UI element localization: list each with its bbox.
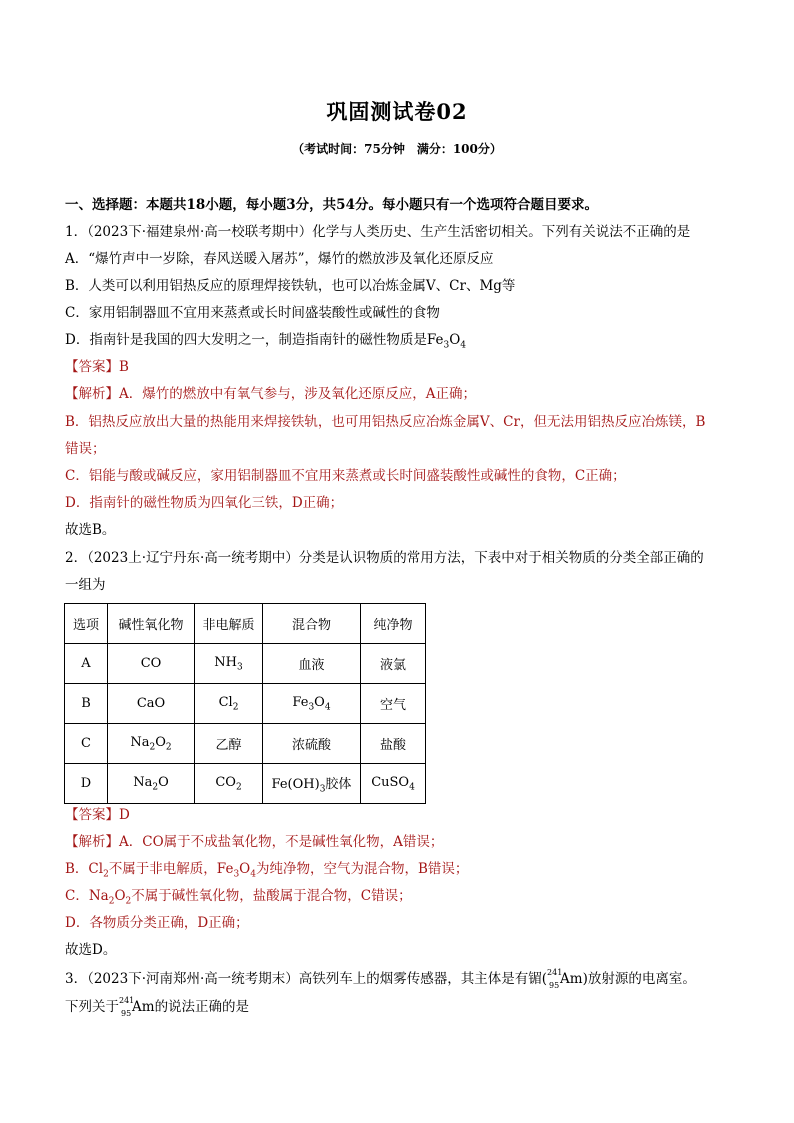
analysis-text: A．爆竹的燃放中有氧气参与，涉及氧化还原反应，A正确； [119, 386, 476, 402]
table-cell: 血液 [263, 644, 361, 684]
formula-part: Na [133, 774, 153, 790]
table-cell [108, 724, 195, 764]
table-cell: B [65, 684, 108, 724]
analysis-text: C．Na [65, 888, 109, 904]
analysis-text: 不属于非电解质，Fe [108, 861, 234, 877]
q2-analysis-b [65, 860, 468, 884]
table-header: 选项 [65, 604, 108, 644]
formula-sub: 2 [108, 896, 115, 907]
formula-sub: 3 [443, 340, 450, 351]
table-cell: 液氯 [361, 644, 426, 684]
table-header: 纯净物 [361, 604, 426, 644]
table-row [65, 684, 426, 724]
table-cell: D [65, 764, 108, 804]
q1-option-d [65, 331, 466, 355]
table-header: 碱性氧化物 [108, 604, 195, 644]
formula-part: O [158, 774, 169, 790]
formula-part: O [155, 734, 166, 750]
formula-sub: 2 [125, 896, 132, 907]
formula-part: Cl [218, 694, 233, 710]
q3-stem-text: 3．（2023下·河南郑州·高一统考期末）高铁列车上的烟雾传感器，其主体是有镅( [65, 971, 548, 987]
q3-stem-text: )放射源的电离室。 [582, 971, 696, 987]
analysis-text: B．Cl [65, 861, 104, 877]
isotope-notation [119, 995, 155, 1018]
q1-analysis-c: C．铝能与酸或碱反应，家用铝制器皿不宜用来蒸煮或长时间盛装酸性或碱性的食物，C正确； [65, 468, 626, 484]
formula-part: Fe(OH) [271, 776, 320, 792]
formula-sub: 4 [324, 702, 331, 713]
q1-analysis-b1: B．铝热反应放出大量的热能用来焊接铁轨，也可用铝热反应冶炼金属V、Cr，但无法用铝热反应冶炼镁，B [65, 414, 706, 430]
formula-sub: 4 [460, 340, 466, 351]
table-cell: 乙醇 [195, 724, 263, 764]
formula-part: 胶体 [325, 776, 352, 792]
q1-option-a: A．“爆竹声中一岁除，春风送暖入屠苏”，爆竹的燃放涉及氧化还原反应 [65, 251, 494, 267]
analysis-text: O [239, 861, 251, 877]
mass-number: 241 [119, 995, 135, 1005]
analysis-text: A．CO属于不成盐氧化物，不是碱性氧化物，A错误； [119, 834, 444, 850]
table-cell: 浓硫酸 [263, 724, 361, 764]
q3-stem-1 [65, 967, 696, 990]
analysis-text: 不属于碱性氧化物，盐酸属于混合物，C错误； [131, 888, 412, 904]
formula-sub: 2 [232, 702, 239, 713]
table-cell [263, 764, 361, 804]
q1-analysis-d: D．指南针的磁性物质为四氧化三铁，D正确； [65, 495, 344, 511]
q2-stem-1: 2．（2023上·辽宁丹东·高一统考期中）分类是认识物质的常用方法，下表中对于相关物质的分类全部正确的 [65, 550, 704, 566]
formula-sub: 4 [250, 869, 256, 880]
table-row [65, 644, 426, 684]
table-cell [195, 764, 263, 804]
table-cell [263, 684, 361, 724]
formula-sub: 3 [319, 784, 326, 795]
answer-label: 【答案】 [65, 807, 119, 823]
table-header: 混合物 [263, 604, 361, 644]
table-cell [195, 684, 263, 724]
q1-stem: 1．（2023下·福建泉州·高一校联考期中）化学与人类历史、生产生活密切相关。下列有关说法不正确的是 [65, 224, 691, 240]
mass-number: 241 [547, 967, 563, 977]
formula-part: CO [215, 774, 236, 790]
formula-sub: 2 [165, 742, 172, 753]
q3-stem-2 [65, 995, 250, 1018]
formula-part: NH [214, 654, 237, 670]
table-header-row [65, 604, 426, 644]
q1-option-b: B．人类可以利用铝热反应的原理焊接铁轨，也可以冶炼金属V、Cr、Mg等 [65, 278, 516, 294]
q3-stem-text: 的说法正确的是 [154, 999, 250, 1015]
q3-stem-text: 下列关于 [65, 999, 119, 1015]
q2-analysis-a [65, 833, 443, 851]
q1-option-d-text: D．指南针是我国的四大发明之一，制造指南针的磁性物质是Fe [65, 332, 444, 348]
table-cell: C [65, 724, 108, 764]
formula-part: Fe [292, 694, 309, 710]
table-cell [361, 764, 426, 804]
table-header: 非电解质 [195, 604, 263, 644]
q1-option-c: C．家用铝制器皿不宜用来蒸煮或长时间盛装酸性或碱性的食物 [65, 305, 440, 321]
formula-sub: 2 [103, 869, 109, 880]
table-cell [108, 764, 195, 804]
table-cell: CO [108, 644, 195, 684]
q2-conclusion: 故选D。 [65, 942, 117, 958]
formula-sub: 3 [308, 702, 315, 713]
analysis-text: 为纯净物，空气为混合物，B错误； [255, 861, 469, 877]
q2-answer [65, 806, 130, 824]
q2-stem-2: 一组为 [65, 577, 106, 593]
table-cell: CaO [108, 684, 195, 724]
q1-answer [65, 358, 129, 376]
formula-sub: 2 [149, 742, 156, 753]
element-symbol: Am [132, 999, 155, 1015]
q2-analysis-c [65, 887, 412, 911]
exam-info: （考试时间：75分钟 满分：100分） [292, 142, 502, 156]
table-row [65, 764, 426, 804]
answer-label: 【答案】 [65, 359, 119, 375]
analysis-label: 【解析】 [65, 386, 119, 402]
formula-part: Na [130, 734, 150, 750]
page-title: 巩固测试卷02 [326, 99, 468, 124]
element-symbol: Am [560, 971, 583, 987]
formula-part: O [314, 694, 325, 710]
answer-value: B [119, 359, 129, 375]
formula-part: CuSO [371, 774, 410, 790]
answer-value: D [119, 807, 130, 823]
analysis-text: O [114, 888, 126, 904]
formula-part: O [449, 332, 461, 348]
q2-analysis-d: D．各物质分类正确，D正确； [65, 915, 249, 931]
analysis-label: 【解析】 [65, 834, 119, 850]
q1-analysis-b2: 错误； [65, 441, 106, 457]
q1-conclusion: 故选B。 [65, 522, 116, 538]
q1-analysis-a [65, 385, 476, 403]
formula-sub: 2 [235, 782, 242, 793]
atomic-number: 95 [549, 980, 560, 990]
classification-table [64, 603, 426, 804]
table-cell: A [65, 644, 108, 684]
table-cell: 空气 [361, 684, 426, 724]
section-header: 一、选择题：本题共18小题，每小题3分，共54分。每小题只有一个选项符合题目要求。 [65, 197, 598, 213]
isotope-notation [547, 967, 583, 990]
formula-sub: 3 [233, 869, 240, 880]
table-cell [195, 644, 263, 684]
table-row [65, 724, 426, 764]
atomic-number: 95 [121, 1008, 132, 1018]
formula-sub: 2 [152, 782, 159, 793]
formula-sub: 4 [409, 782, 415, 793]
formula-sub: 3 [236, 662, 243, 673]
table-cell: 盐酸 [361, 724, 426, 764]
